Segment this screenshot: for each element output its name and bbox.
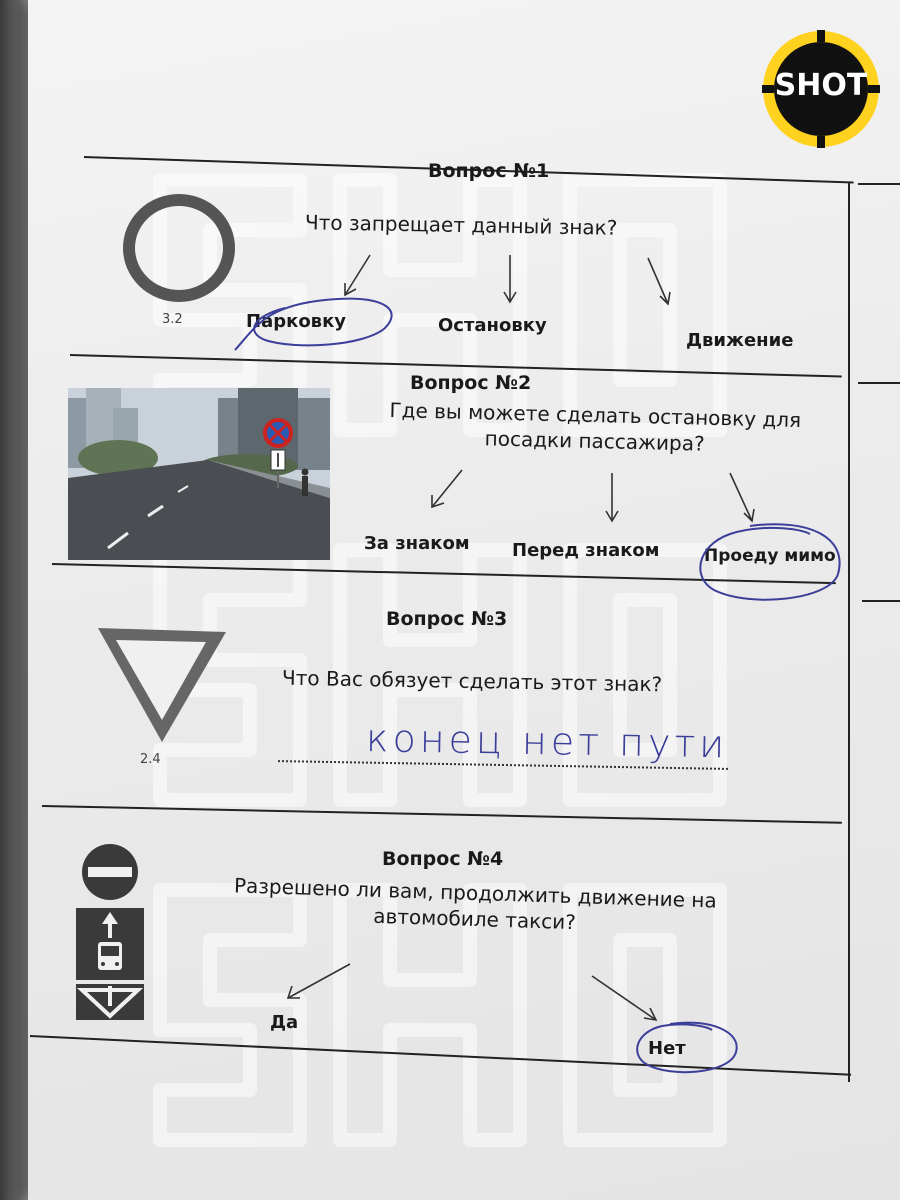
question-2-title: Вопрос №2 — [410, 372, 532, 394]
question-2-text — [369, 397, 820, 460]
q4-answer-no: Нет — [648, 1038, 686, 1059]
margin-tick-1 — [858, 183, 900, 185]
no-vehicles-sign-icon — [120, 192, 238, 304]
question-4-text-line2: автомобиле такси? — [372, 903, 577, 935]
lane-end-sign-icon — [76, 984, 144, 1020]
right-border-line — [848, 182, 850, 1082]
yield-sign-icon — [92, 620, 232, 746]
q3-handwritten-answer: конец нет пути — [365, 716, 729, 767]
margin-tick-3 — [862, 600, 900, 602]
q2-circled-mark — [690, 518, 850, 610]
sign-number-2-4: 2.4 — [140, 752, 161, 767]
sign-number-3-2: 3.2 — [162, 312, 183, 327]
margin-tick-2 — [858, 382, 900, 384]
logo-text: SHOT — [774, 68, 868, 103]
question-4-title: Вопрос №4 — [382, 848, 504, 870]
bus-lane-sign-icon — [76, 908, 144, 980]
q2-answer-before-sign: Перед знаком — [512, 540, 660, 561]
question-1-title: Вопрос №1 — [428, 160, 550, 182]
q4-circled-mark — [630, 1016, 746, 1082]
traffic-signs-group — [72, 842, 148, 1022]
q1-answer-stopping: Остановку — [438, 315, 547, 336]
street-photo — [68, 388, 330, 560]
q1-circled-mark — [225, 288, 405, 358]
question-2-text-line2: посадки пассажира? — [484, 426, 705, 456]
question-3-title: Вопрос №3 — [386, 608, 508, 630]
q4-arrows — [280, 958, 680, 1028]
q2-answer-drive-past: Проеду мимо — [704, 546, 836, 566]
no-entry-sign-icon — [82, 844, 138, 900]
question-1-text: Что запрещает данный знак? — [304, 210, 618, 240]
q1-answer-movement: Движение — [686, 330, 794, 351]
q1-answer-parking: Парковку — [246, 311, 347, 332]
street-photo-image — [68, 388, 330, 560]
q2-answer-after-sign: За знаком — [364, 533, 470, 554]
question-3-text: Что Вас обязует сделать этот знак? — [281, 665, 663, 697]
sign-stack — [72, 842, 148, 1022]
q4-answer-yes: Да — [270, 1012, 299, 1033]
shot-logo — [762, 30, 880, 148]
question-4-text-line1: Разрешено ли вам, продолжить движение на — [233, 873, 718, 913]
question-2-text-line1: Где вы можете сделать остановку для — [389, 397, 802, 433]
